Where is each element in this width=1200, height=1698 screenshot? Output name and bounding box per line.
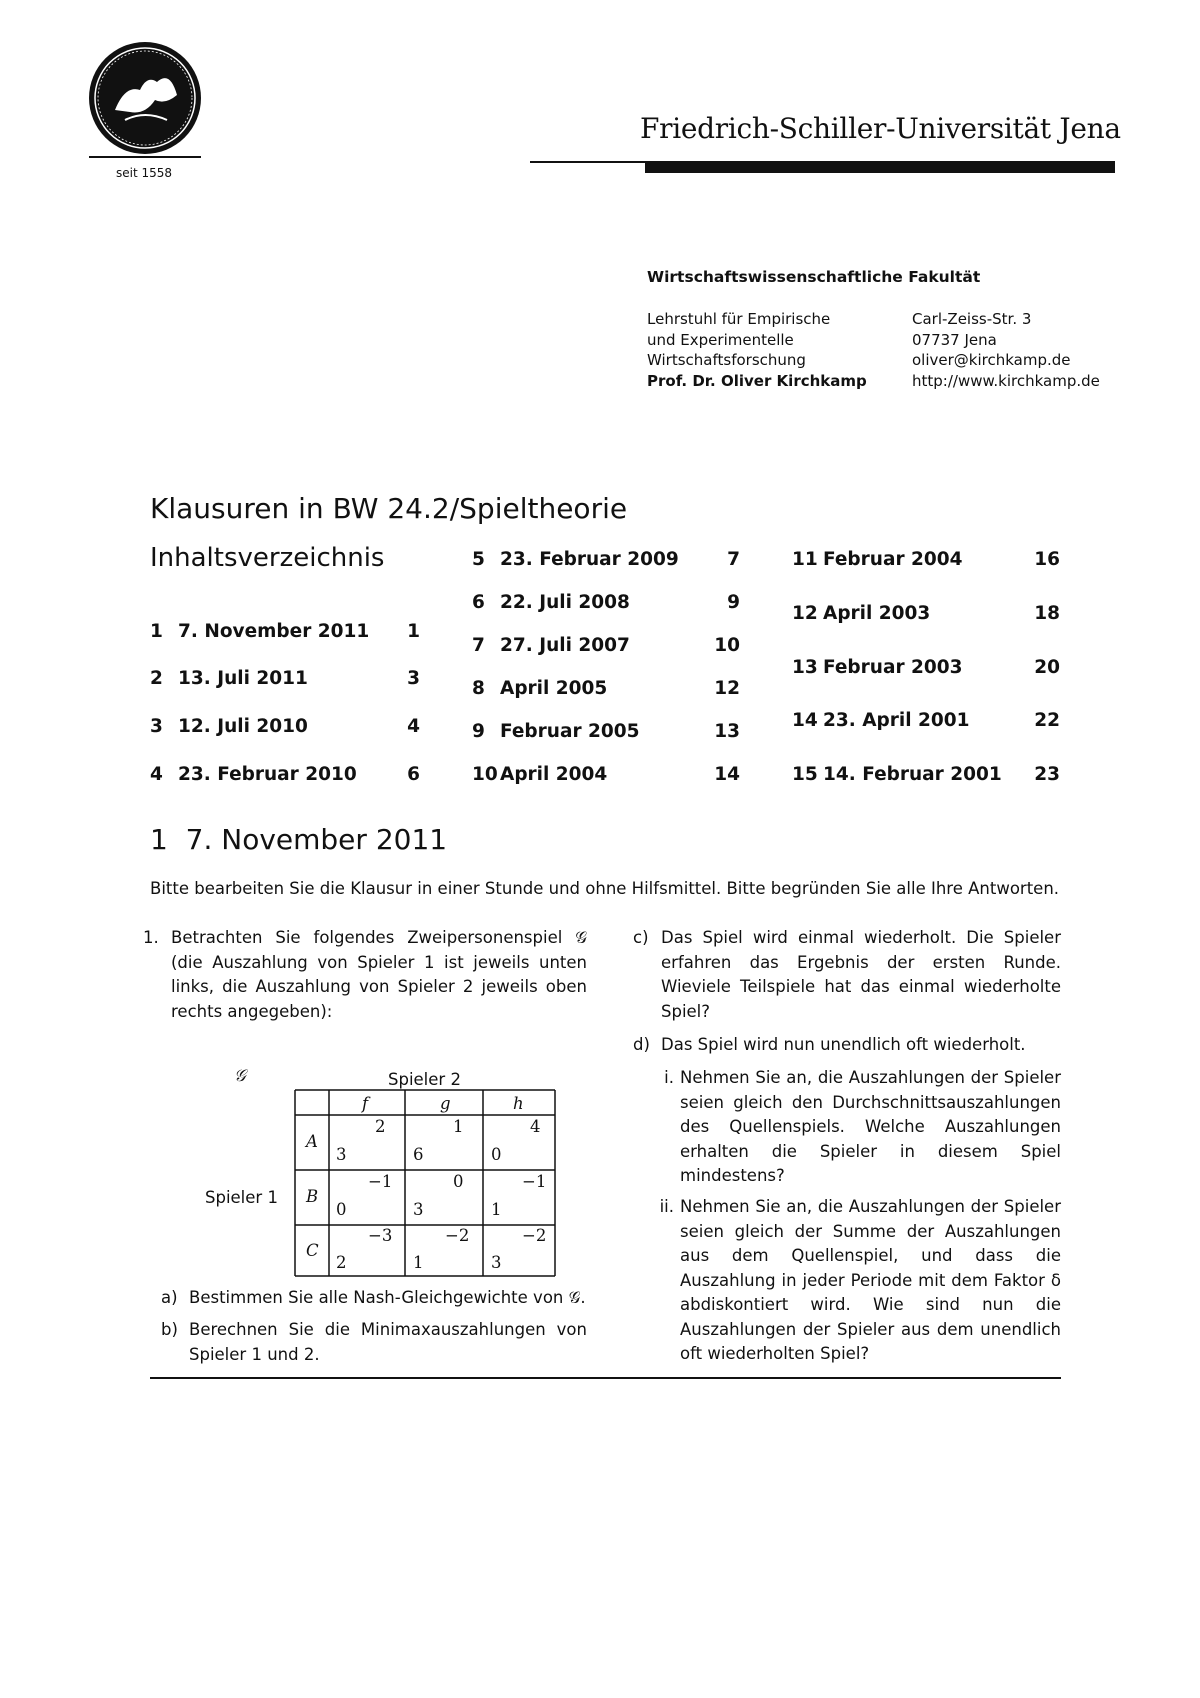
- toc-entry[interactable]: [792, 547, 1060, 573]
- payoff-p1: 3: [336, 1145, 347, 1164]
- toc-entry[interactable]: [150, 666, 420, 692]
- toc-number: 2: [150, 668, 163, 689]
- game-name: 𝒢: [234, 1066, 246, 1085]
- toc-number: 6: [472, 592, 485, 613]
- payoff-p2: −1: [368, 1172, 393, 1191]
- toc-entry[interactable]: [150, 619, 420, 645]
- toc-title: 13. Juli 2011: [178, 668, 308, 689]
- part-text: Berechnen Sie die Minimaxauszahlungen von Spieler 1 und 2.: [189, 1320, 587, 1364]
- toc-title: 27. Juli 2007: [500, 635, 630, 656]
- col-label: f: [362, 1094, 369, 1113]
- toc-page: 4: [407, 716, 420, 737]
- toc-title: 14. Februar 2001: [823, 764, 1002, 785]
- seal-caption: seit 1558: [115, 166, 173, 180]
- toc-page: 18: [1034, 603, 1060, 624]
- toc-title: 7. November 2011: [178, 621, 370, 642]
- row-label: A: [306, 1132, 318, 1151]
- address-right: [912, 309, 1100, 391]
- toc-entry[interactable]: [792, 601, 1060, 627]
- subpart-label: ii.: [659, 1197, 674, 1216]
- section-heading: [150, 823, 447, 856]
- toc-title: 23. Februar 2009: [500, 549, 679, 570]
- payoff-p1: 3: [413, 1200, 424, 1219]
- payoff-p2: 0: [453, 1172, 464, 1191]
- subpart-text: Nehmen Sie an, die Auszahlungen der Spieler seien gleich der Summe der Auszahlungen aus dem Quellenspiel, und dass die Auszahlung in jeder Periode mit dem Faktor δ abdiskontiert wird. Wie sind nun die Auszahlungen der Spieler aus dem unendlich oft wiederholten Spiel?: [680, 1197, 1061, 1363]
- payoff-p1: 0: [491, 1145, 502, 1164]
- matrix-grid: [200, 1060, 560, 1280]
- toc-title: April 2005: [500, 678, 608, 699]
- toc-entry[interactable]: [472, 762, 740, 788]
- question-subpart-ii: [652, 1195, 1061, 1367]
- toc-page: 16: [1034, 549, 1060, 570]
- payoff-p1: 2: [336, 1253, 347, 1272]
- part-label: b): [161, 1320, 178, 1339]
- professor-name: Prof. Dr. Oliver Kirchkamp: [647, 371, 867, 390]
- toc-number: 7: [472, 635, 485, 656]
- payoff-p2: 2: [375, 1117, 386, 1136]
- row-label: B: [306, 1187, 319, 1206]
- toc-number: 15: [792, 764, 818, 785]
- payoff-p1: 0: [336, 1200, 347, 1219]
- payoff-p2: −2: [445, 1226, 470, 1245]
- toc-number: 8: [472, 678, 485, 699]
- toc-number: 10: [472, 764, 498, 785]
- question-part-a: [161, 1286, 587, 1311]
- subpart-label: i.: [664, 1068, 674, 1087]
- address-line: Lehrstuhl für Empirische: [647, 310, 831, 328]
- toc-entry[interactable]: [472, 676, 740, 702]
- university-seal: [85, 40, 205, 160]
- toc-title: Februar 2005: [500, 721, 640, 742]
- toc-entry[interactable]: [792, 655, 1060, 681]
- address-line: Carl-Zeiss-Str. 3: [912, 310, 1032, 328]
- toc-page: 23: [1034, 764, 1060, 785]
- payoff-p2: 1: [453, 1117, 464, 1136]
- address-left: [647, 309, 867, 391]
- toc-number: 1: [150, 621, 163, 642]
- part-label: a): [161, 1288, 178, 1307]
- payoff-p2: −3: [368, 1226, 393, 1245]
- question-part-c: [633, 926, 1061, 1024]
- payoff-p1: 1: [491, 1200, 502, 1219]
- part-label: d): [633, 1035, 650, 1054]
- toc-number: 12: [792, 603, 818, 624]
- toc-entry[interactable]: [472, 719, 740, 745]
- question-number: 1.: [143, 928, 159, 947]
- toc-number: 5: [472, 549, 485, 570]
- toc-page: 12: [714, 678, 740, 699]
- toc-entry[interactable]: [150, 762, 420, 788]
- toc-title: Februar 2003: [823, 657, 963, 678]
- player1-label: Spieler 1: [205, 1188, 278, 1207]
- toc-number: 11: [792, 549, 818, 570]
- toc-title: April 2003: [823, 603, 931, 624]
- toc-title: April 2004: [500, 764, 608, 785]
- part-text: Das Spiel wird einmal wiederholt. Die Spieler erfahren das Ergebnis der ersten Runde. Wieviele Teilspiele hat das einmal wiederholte Spiel?: [661, 928, 1061, 1021]
- col-label: g: [440, 1094, 451, 1113]
- part-label: c): [633, 928, 649, 947]
- toc-title: 23. Februar 2010: [178, 764, 357, 785]
- toc-page: 10: [714, 635, 740, 656]
- toc-title: 12. Juli 2010: [178, 716, 308, 737]
- question-subpart-i: [652, 1066, 1061, 1189]
- payoff-p1: 6: [413, 1145, 424, 1164]
- toc-number: 4: [150, 764, 163, 785]
- payoff-p2: 4: [530, 1117, 541, 1136]
- address-line: und Experimentelle: [647, 330, 794, 349]
- part-text: Bestimmen Sie alle Nash-Gleichgewichte von 𝒢.: [189, 1288, 586, 1307]
- row-label: C: [306, 1241, 319, 1260]
- toc-number: 9: [472, 721, 485, 742]
- payoff-p2: −2: [522, 1226, 547, 1245]
- question-1: [143, 926, 587, 1024]
- payoff-p1: 3: [491, 1253, 502, 1272]
- toc-entry[interactable]: [472, 547, 740, 573]
- subpart-text: Nehmen Sie an, die Auszahlungen der Spieler seien gleich den Durchschnittsauszahlungen des Quellenspiels. Welche Auszahlungen erhalten die Spieler in diesem Spiel mindestens?: [680, 1068, 1061, 1185]
- toc-number: 13: [792, 657, 818, 678]
- toc-page: 22: [1034, 710, 1060, 731]
- toc-page: 9: [727, 592, 740, 613]
- toc-page: 3: [407, 668, 420, 689]
- university-name: Friedrich-Schiller-Universität Jena: [640, 112, 1121, 145]
- toc-title: Februar 2004: [823, 549, 963, 570]
- toc-entry[interactable]: [472, 633, 740, 659]
- toc-page: 13: [714, 721, 740, 742]
- address-line: 07737 Jena: [912, 330, 997, 349]
- toc-entry[interactable]: [472, 590, 740, 616]
- toc-page: 6: [407, 764, 420, 785]
- question-part-d: [633, 1033, 1061, 1058]
- toc-number: 14: [792, 710, 818, 731]
- toc-page: 1: [407, 621, 420, 642]
- address-line: Wirtschaftsforschung: [647, 351, 806, 369]
- email-link[interactable]: oliver@kirchkamp.de: [912, 351, 1071, 369]
- toc-entry[interactable]: [792, 762, 1060, 788]
- toc-page: 14: [714, 764, 740, 785]
- website-link[interactable]: http://www.kirchkamp.de: [912, 371, 1100, 390]
- toc-page: 20: [1034, 657, 1060, 678]
- question-text: Betrachten Sie folgendes Zweipersonenspiel 𝒢 (die Auszahlung von Spieler 1 ist jeweils unten links, die Auszahlung von Spieler 2 jeweils oben rechts angegeben):: [171, 928, 587, 1021]
- toc-page: 7: [727, 549, 740, 570]
- header-rule-thick: [645, 161, 1115, 173]
- faculty-name: Wirtschaftswissenschaftliche Fakultät: [647, 268, 981, 286]
- section-intro: Bitte bearbeiten Sie die Klausur in einer Stunde und ohne Hilfsmittel. Bitte begründen Sie alle Ihre Antworten.: [150, 879, 1060, 898]
- part-text: Das Spiel wird nun unendlich oft wiederholt.: [661, 1035, 1026, 1054]
- section-number: 1: [150, 823, 168, 856]
- payoff-matrix: [200, 1060, 560, 1280]
- question-part-b: [161, 1318, 587, 1367]
- header-rule-thin: [530, 161, 646, 163]
- document-title: Klausuren in BW 24.2/Spieltheorie: [150, 492, 628, 525]
- toc-number: 3: [150, 716, 163, 737]
- payoff-p2: −1: [522, 1172, 547, 1191]
- player2-label: Spieler 2: [388, 1070, 461, 1089]
- col-label: h: [513, 1094, 524, 1113]
- toc-entry[interactable]: [150, 714, 420, 740]
- toc-title: 22. Juli 2008: [500, 592, 630, 613]
- toc-heading: Inhaltsverzeichnis: [150, 543, 385, 573]
- toc-title: 23. April 2001: [823, 710, 970, 731]
- section-end-rule: [150, 1377, 1061, 1379]
- toc-entry[interactable]: [792, 708, 1060, 734]
- section-title: 7. November 2011: [185, 823, 448, 856]
- payoff-p1: 1: [413, 1253, 424, 1272]
